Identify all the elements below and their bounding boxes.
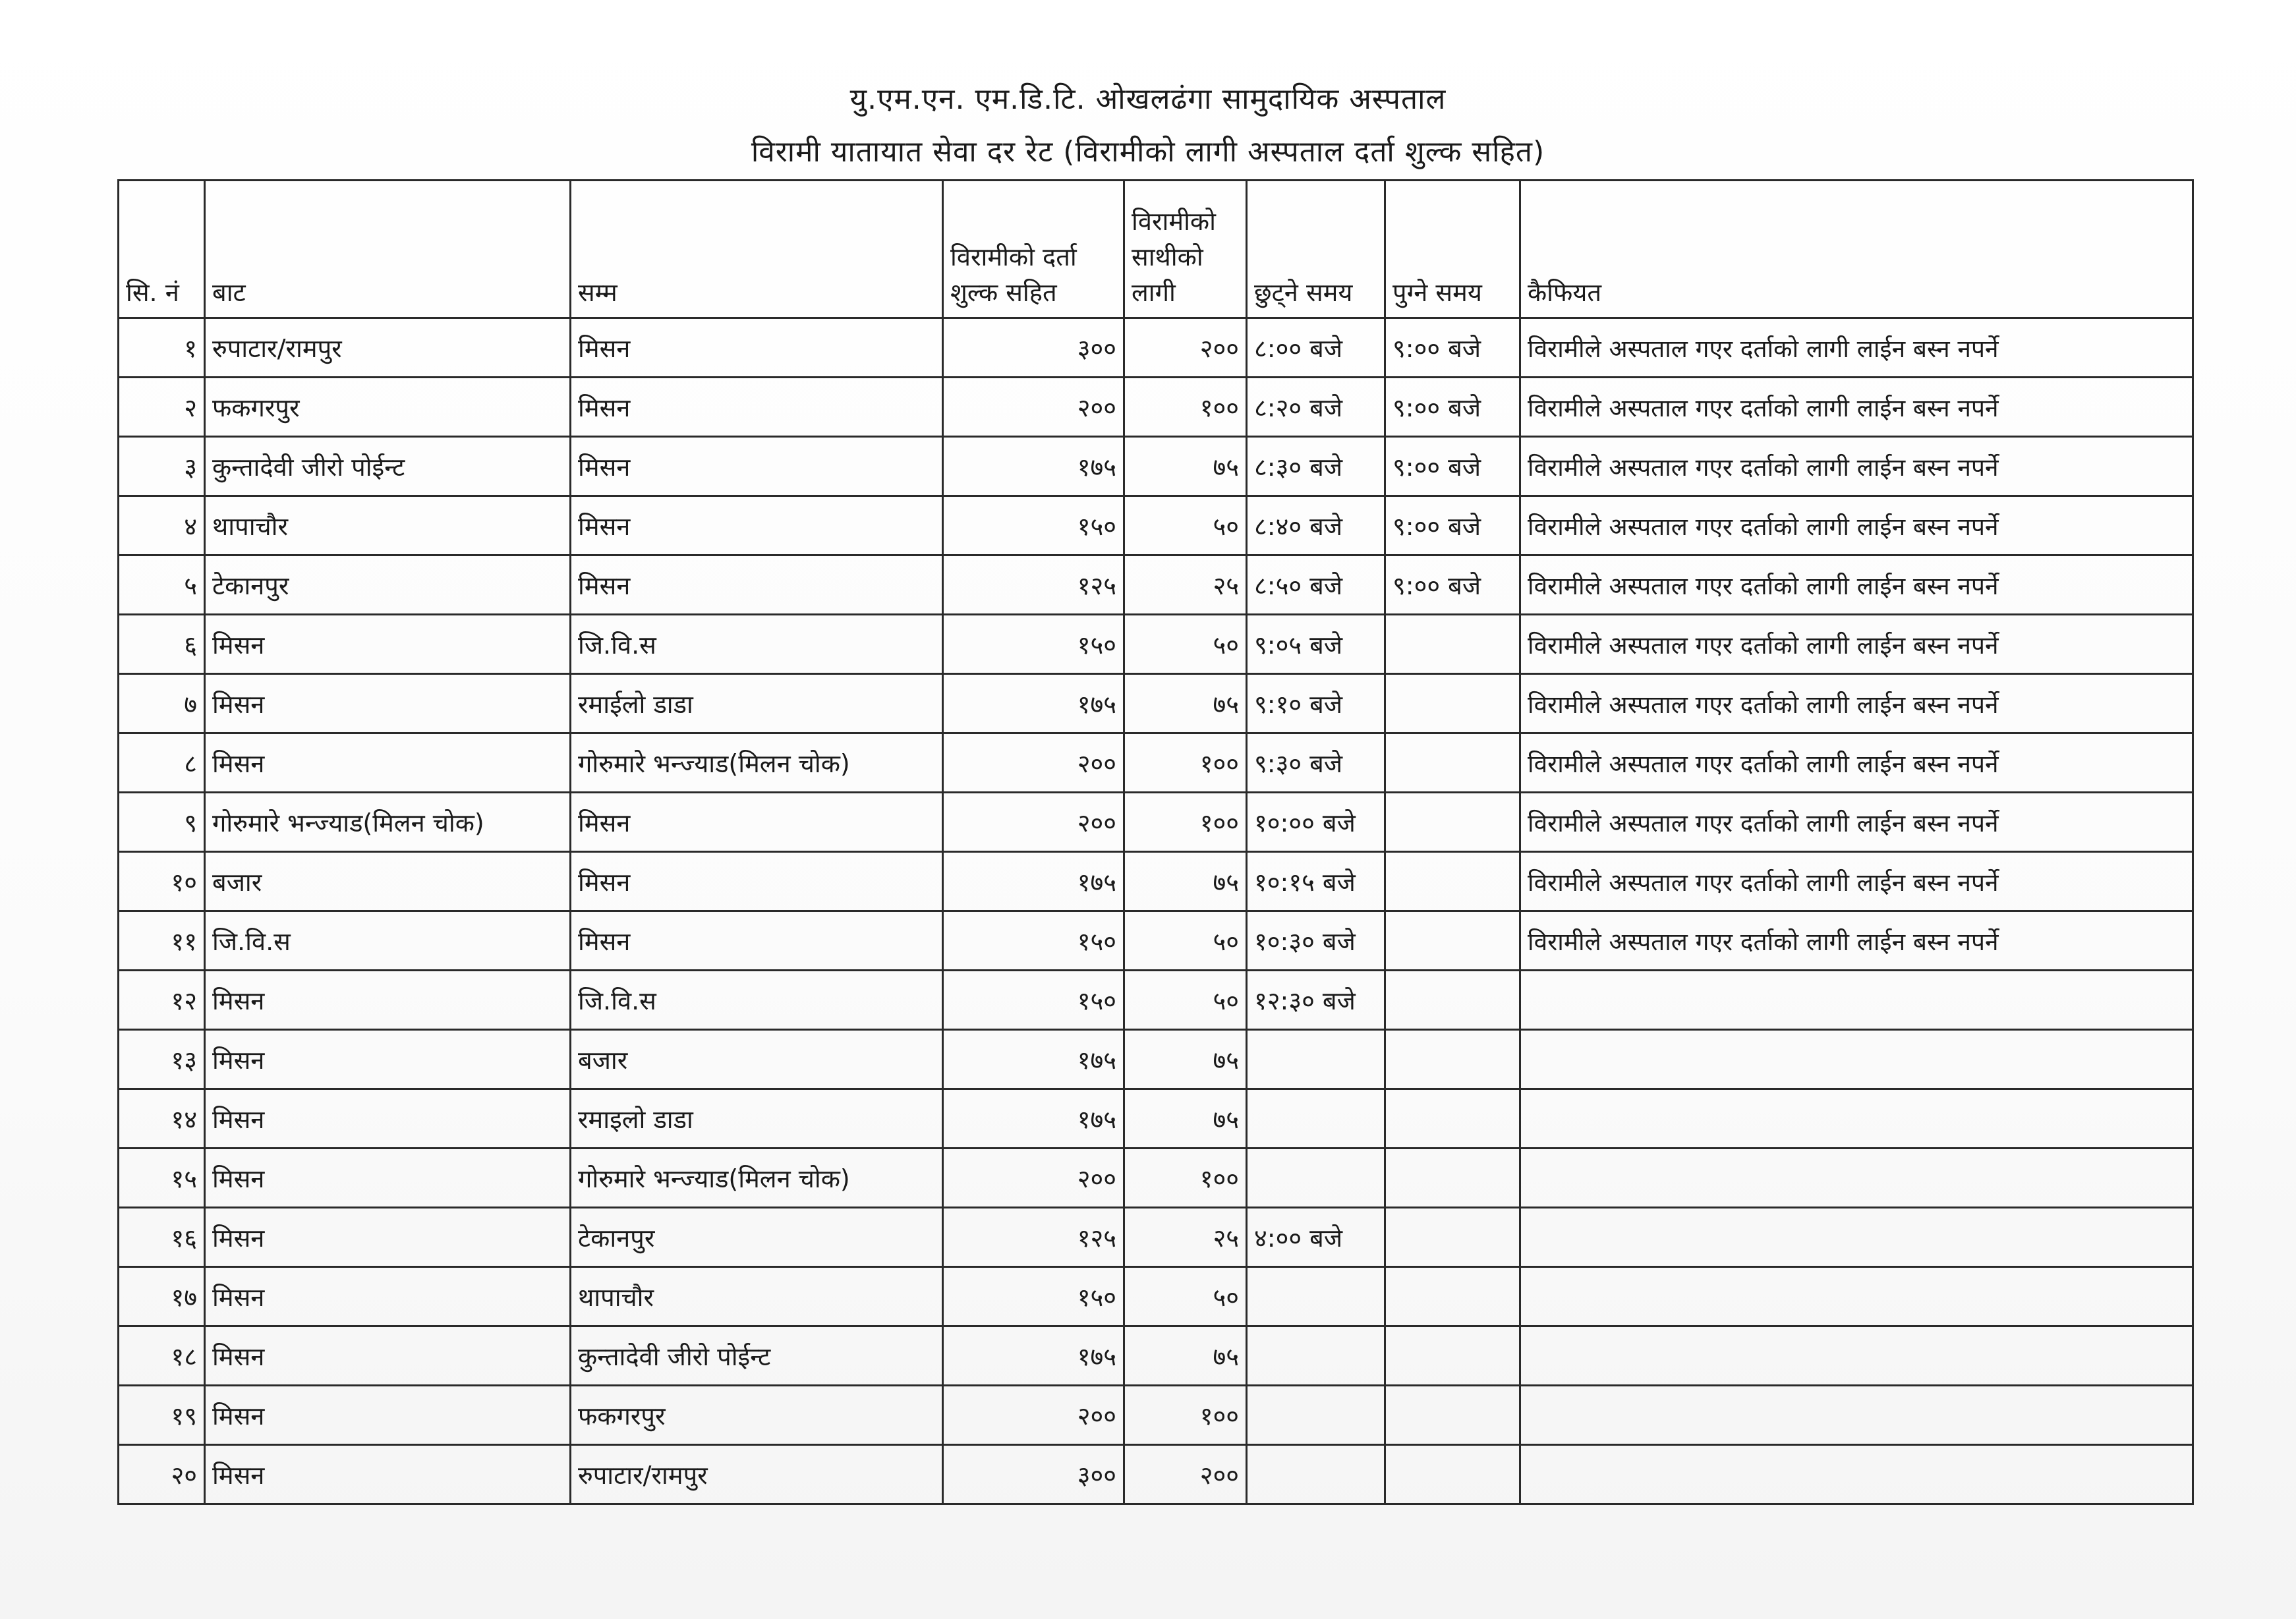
cell-arrival-time bbox=[1385, 674, 1520, 733]
cell-patient-fee: १७५ bbox=[943, 1089, 1124, 1149]
cell-patient-fee: १७५ bbox=[943, 852, 1124, 911]
cell-departure-time: १०:०० बजे bbox=[1247, 793, 1385, 852]
cell-companion-fee: २५ bbox=[1124, 1208, 1247, 1267]
cell-serial-number: ७ bbox=[119, 674, 205, 733]
cell-from: गोरुमारे भन्ज्याड(मिलन चोक) bbox=[205, 793, 571, 852]
cell-serial-number: ८ bbox=[119, 733, 205, 793]
cell-to: मिसन bbox=[571, 852, 943, 911]
table-row bbox=[119, 733, 2193, 793]
cell-from: मिसन bbox=[205, 1030, 571, 1089]
cell-companion-fee: ७५ bbox=[1124, 1030, 1247, 1089]
cell-arrival-time bbox=[1385, 733, 1520, 793]
cell-patient-fee: १७५ bbox=[943, 437, 1124, 496]
cell-patient-fee: २०० bbox=[943, 378, 1124, 437]
cell-to: मिसन bbox=[571, 911, 943, 971]
header-arrival-time: पुग्ने समय bbox=[1385, 181, 1520, 318]
cell-remarks bbox=[1520, 1030, 2193, 1089]
cell-to: मिसन bbox=[571, 496, 943, 555]
cell-patient-fee: २०० bbox=[943, 733, 1124, 793]
cell-to: थापाचौर bbox=[571, 1267, 943, 1326]
table-header-row bbox=[119, 181, 2193, 318]
cell-from: मिसन bbox=[205, 1267, 571, 1326]
cell-patient-fee: १७५ bbox=[943, 1326, 1124, 1386]
rate-list-subtitle: विरामी यातायात सेवा दर रेट (विरामीको लागी अस्पताल दर्ता शुल्क सहित) bbox=[751, 135, 1545, 169]
cell-companion-fee: ५० bbox=[1124, 496, 1247, 555]
cell-departure-time bbox=[1247, 1445, 1385, 1504]
cell-serial-number: ४ bbox=[119, 496, 205, 555]
cell-arrival-time bbox=[1385, 911, 1520, 971]
cell-from: मिसन bbox=[205, 615, 571, 674]
cell-patient-fee: १५० bbox=[943, 971, 1124, 1030]
table-row bbox=[119, 852, 2193, 911]
table-row bbox=[119, 615, 2193, 674]
cell-arrival-time bbox=[1385, 1386, 1520, 1445]
cell-departure-time: ९:०५ बजे bbox=[1247, 615, 1385, 674]
cell-patient-fee: १५० bbox=[943, 496, 1124, 555]
table-row bbox=[119, 1149, 2193, 1208]
table-row bbox=[119, 437, 2193, 496]
cell-remarks: विरामीले अस्पताल गएर दर्ताको लागी लाईन बस्न नपर्ने bbox=[1520, 674, 2193, 733]
cell-arrival-time bbox=[1385, 971, 1520, 1030]
cell-patient-fee: १२५ bbox=[943, 1208, 1124, 1267]
cell-companion-fee: १०० bbox=[1124, 1149, 1247, 1208]
cell-departure-time: ९:१० बजे bbox=[1247, 674, 1385, 733]
cell-departure-time bbox=[1247, 1267, 1385, 1326]
cell-arrival-time bbox=[1385, 615, 1520, 674]
cell-patient-fee: २०० bbox=[943, 1386, 1124, 1445]
table-row bbox=[119, 1386, 2193, 1445]
cell-serial-number: १८ bbox=[119, 1326, 205, 1386]
cell-companion-fee: ७५ bbox=[1124, 1089, 1247, 1149]
cell-patient-fee: ३०० bbox=[943, 318, 1124, 378]
header-departure-time: छुट्ने समय bbox=[1247, 181, 1385, 318]
cell-to: मिसन bbox=[571, 318, 943, 378]
cell-from: रुपाटार/रामपुर bbox=[205, 318, 571, 378]
cell-remarks: विरामीले अस्पताल गएर दर्ताको लागी लाईन बस्न नपर्ने bbox=[1520, 615, 2193, 674]
cell-arrival-time: ९:०० बजे bbox=[1385, 437, 1520, 496]
cell-to: कुन्तादेवी जीरो पोईन्ट bbox=[571, 1326, 943, 1386]
cell-to: फकगरपुर bbox=[571, 1386, 943, 1445]
table-row bbox=[119, 1208, 2193, 1267]
cell-arrival-time: ९:०० बजे bbox=[1385, 378, 1520, 437]
cell-from: कुन्तादेवी जीरो पोईन्ट bbox=[205, 437, 571, 496]
cell-serial-number: ९ bbox=[119, 793, 205, 852]
table-row bbox=[119, 971, 2193, 1030]
cell-serial-number: १२ bbox=[119, 971, 205, 1030]
cell-to: जि.वि.स bbox=[571, 615, 943, 674]
table-row bbox=[119, 1267, 2193, 1326]
cell-remarks bbox=[1520, 1386, 2193, 1445]
cell-companion-fee: ७५ bbox=[1124, 1326, 1247, 1386]
cell-departure-time: ९:३० बजे bbox=[1247, 733, 1385, 793]
cell-to: बजार bbox=[571, 1030, 943, 1089]
cell-patient-fee: २०० bbox=[943, 793, 1124, 852]
cell-companion-fee: १०० bbox=[1124, 793, 1247, 852]
cell-serial-number: ६ bbox=[119, 615, 205, 674]
cell-departure-time bbox=[1247, 1089, 1385, 1149]
cell-companion-fee: ५० bbox=[1124, 971, 1247, 1030]
cell-from: मिसन bbox=[205, 1208, 571, 1267]
table-row bbox=[119, 1326, 2193, 1386]
cell-companion-fee: १०० bbox=[1124, 1386, 1247, 1445]
cell-to: मिसन bbox=[571, 437, 943, 496]
cell-from: मिसन bbox=[205, 1149, 571, 1208]
cell-remarks: विरामीले अस्पताल गएर दर्ताको लागी लाईन बस्न नपर्ने bbox=[1520, 318, 2193, 378]
cell-to: टेकानपुर bbox=[571, 1208, 943, 1267]
table-row bbox=[119, 1089, 2193, 1149]
cell-serial-number: १६ bbox=[119, 1208, 205, 1267]
cell-serial-number: ५ bbox=[119, 555, 205, 615]
cell-from: बजार bbox=[205, 852, 571, 911]
cell-patient-fee: ३०० bbox=[943, 1445, 1124, 1504]
cell-patient-fee: २०० bbox=[943, 1149, 1124, 1208]
cell-serial-number: १० bbox=[119, 852, 205, 911]
hospital-name-title: यु.एम.एन. एम.डि.टि. ओखलढंगा सामुदायिक अस्पताल bbox=[849, 82, 1447, 116]
cell-from: मिसन bbox=[205, 1386, 571, 1445]
cell-departure-time: ८:२० बजे bbox=[1247, 378, 1385, 437]
cell-arrival-time bbox=[1385, 1445, 1520, 1504]
cell-departure-time: ४:०० बजे bbox=[1247, 1208, 1385, 1267]
header-patient-fee: विरामीको दर्ता शुल्क सहित bbox=[943, 181, 1124, 318]
cell-to: रमाइलो डाडा bbox=[571, 1089, 943, 1149]
cell-arrival-time bbox=[1385, 1326, 1520, 1386]
cell-remarks: विरामीले अस्पताल गएर दर्ताको लागी लाईन बस्न नपर्ने bbox=[1520, 496, 2193, 555]
table-row bbox=[119, 555, 2193, 615]
cell-remarks: विरामीले अस्पताल गएर दर्ताको लागी लाईन बस्न नपर्ने bbox=[1520, 793, 2193, 852]
table-row bbox=[119, 378, 2193, 437]
cell-arrival-time: ९:०० बजे bbox=[1385, 318, 1520, 378]
cell-companion-fee: ७५ bbox=[1124, 674, 1247, 733]
cell-to: गोरुमारे भन्ज्याड(मिलन चोक) bbox=[571, 733, 943, 793]
cell-from: मिसन bbox=[205, 674, 571, 733]
cell-remarks bbox=[1520, 1445, 2193, 1504]
cell-arrival-time bbox=[1385, 1089, 1520, 1149]
cell-patient-fee: १७५ bbox=[943, 674, 1124, 733]
cell-departure-time bbox=[1247, 1386, 1385, 1445]
cell-to: जि.वि.स bbox=[571, 971, 943, 1030]
cell-companion-fee: २५ bbox=[1124, 555, 1247, 615]
cell-companion-fee: ५० bbox=[1124, 911, 1247, 971]
cell-serial-number: १९ bbox=[119, 1386, 205, 1445]
table-row bbox=[119, 1445, 2193, 1504]
table-row bbox=[119, 793, 2193, 852]
cell-serial-number: २० bbox=[119, 1445, 205, 1504]
cell-companion-fee: २०० bbox=[1124, 1445, 1247, 1504]
cell-arrival-time bbox=[1385, 1149, 1520, 1208]
cell-arrival-time bbox=[1385, 793, 1520, 852]
cell-serial-number: १५ bbox=[119, 1149, 205, 1208]
cell-patient-fee: १५० bbox=[943, 911, 1124, 971]
cell-from: थापाचौर bbox=[205, 496, 571, 555]
cell-departure-time: १०:३० बजे bbox=[1247, 911, 1385, 971]
cell-remarks: विरामीले अस्पताल गएर दर्ताको लागी लाईन बस्न नपर्ने bbox=[1520, 378, 2193, 437]
cell-remarks: विरामीले अस्पताल गएर दर्ताको लागी लाईन बस्न नपर्ने bbox=[1520, 911, 2193, 971]
cell-to: रुपाटार/रामपुर bbox=[571, 1445, 943, 1504]
cell-remarks: विरामीले अस्पताल गएर दर्ताको लागी लाईन बस्न नपर्ने bbox=[1520, 555, 2193, 615]
header-to: सम्म bbox=[571, 181, 943, 318]
header-remarks: कैफियत bbox=[1520, 181, 2193, 318]
cell-from: मिसन bbox=[205, 971, 571, 1030]
cell-remarks bbox=[1520, 1208, 2193, 1267]
cell-patient-fee: १२५ bbox=[943, 555, 1124, 615]
cell-serial-number: १३ bbox=[119, 1030, 205, 1089]
cell-serial-number: १७ bbox=[119, 1267, 205, 1326]
cell-to: मिसन bbox=[571, 555, 943, 615]
table-row bbox=[119, 674, 2193, 733]
cell-departure-time: ८:३० बजे bbox=[1247, 437, 1385, 496]
cell-serial-number: २ bbox=[119, 378, 205, 437]
cell-serial-number: १ bbox=[119, 318, 205, 378]
cell-companion-fee: ५० bbox=[1124, 615, 1247, 674]
cell-companion-fee: ७५ bbox=[1124, 437, 1247, 496]
cell-departure-time: ८:५० बजे bbox=[1247, 555, 1385, 615]
cell-serial-number: ११ bbox=[119, 911, 205, 971]
cell-remarks bbox=[1520, 1089, 2193, 1149]
cell-departure-time: ८:४० बजे bbox=[1247, 496, 1385, 555]
cell-arrival-time bbox=[1385, 1030, 1520, 1089]
cell-companion-fee: ७५ bbox=[1124, 852, 1247, 911]
header-serial-number: सि. नं bbox=[119, 181, 205, 318]
cell-to: गोरुमारे भन्ज्याड(मिलन चोक) bbox=[571, 1149, 943, 1208]
cell-from: मिसन bbox=[205, 1326, 571, 1386]
cell-companion-fee: १०० bbox=[1124, 733, 1247, 793]
table-row bbox=[119, 1030, 2193, 1089]
cell-remarks: विरामीले अस्पताल गएर दर्ताको लागी लाईन बस्न नपर्ने bbox=[1520, 733, 2193, 793]
cell-patient-fee: १७५ bbox=[943, 1030, 1124, 1089]
table-body bbox=[119, 318, 2193, 1504]
cell-serial-number: ३ bbox=[119, 437, 205, 496]
cell-from: मिसन bbox=[205, 1445, 571, 1504]
cell-from: जि.वि.स bbox=[205, 911, 571, 971]
cell-arrival-time bbox=[1385, 852, 1520, 911]
cell-arrival-time: ९:०० बजे bbox=[1385, 555, 1520, 615]
cell-remarks bbox=[1520, 1267, 2193, 1326]
table-row bbox=[119, 911, 2193, 971]
cell-to: मिसन bbox=[571, 378, 943, 437]
cell-departure-time bbox=[1247, 1326, 1385, 1386]
transport-rate-table bbox=[117, 179, 2194, 1505]
table-row bbox=[119, 496, 2193, 555]
cell-arrival-time: ९:०० बजे bbox=[1385, 496, 1520, 555]
cell-remarks bbox=[1520, 1149, 2193, 1208]
header-companion-fee: विरामीको साथीको लागी bbox=[1124, 181, 1247, 318]
cell-remarks bbox=[1520, 1326, 2193, 1386]
cell-companion-fee: १०० bbox=[1124, 378, 1247, 437]
cell-from: टेकानपुर bbox=[205, 555, 571, 615]
table-row bbox=[119, 318, 2193, 378]
cell-serial-number: १४ bbox=[119, 1089, 205, 1149]
cell-departure-time: १२:३० बजे bbox=[1247, 971, 1385, 1030]
cell-patient-fee: १५० bbox=[943, 615, 1124, 674]
cell-arrival-time bbox=[1385, 1267, 1520, 1326]
cell-companion-fee: २०० bbox=[1124, 318, 1247, 378]
cell-remarks: विरामीले अस्पताल गएर दर्ताको लागी लाईन बस्न नपर्ने bbox=[1520, 437, 2193, 496]
cell-from: मिसन bbox=[205, 733, 571, 793]
cell-arrival-time bbox=[1385, 1208, 1520, 1267]
cell-departure-time: १०:१५ बजे bbox=[1247, 852, 1385, 911]
cell-from: मिसन bbox=[205, 1089, 571, 1149]
cell-from: फकगरपुर bbox=[205, 378, 571, 437]
cell-to: रमाईलो डाडा bbox=[571, 674, 943, 733]
cell-remarks bbox=[1520, 971, 2193, 1030]
cell-companion-fee: ५० bbox=[1124, 1267, 1247, 1326]
cell-departure-time: ८:०० बजे bbox=[1247, 318, 1385, 378]
cell-departure-time bbox=[1247, 1149, 1385, 1208]
cell-to: मिसन bbox=[571, 793, 943, 852]
header-from: बाट bbox=[205, 181, 571, 318]
cell-patient-fee: १५० bbox=[943, 1267, 1124, 1326]
cell-remarks: विरामीले अस्पताल गएर दर्ताको लागी लाईन बस्न नपर्ने bbox=[1520, 852, 2193, 911]
cell-departure-time bbox=[1247, 1030, 1385, 1089]
